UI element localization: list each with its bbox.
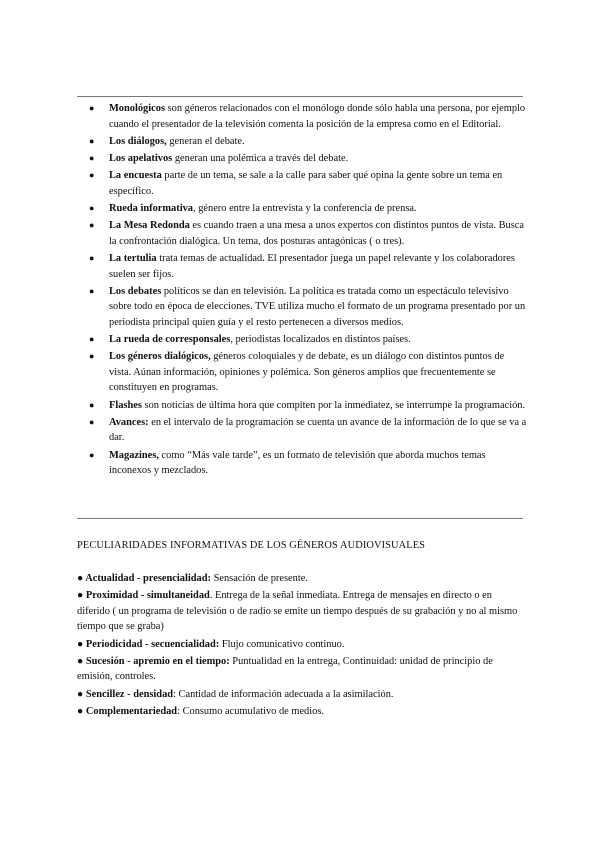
features-list	[77, 571, 527, 721]
genre-bullet-list	[87, 101, 527, 480]
list-item	[87, 398, 527, 414]
list-item	[87, 101, 527, 132]
list-item	[87, 349, 527, 396]
section-divider	[77, 518, 523, 519]
list-item	[87, 218, 527, 249]
bullet-icon: ●	[89, 351, 95, 362]
item-term: La encuesta	[109, 170, 162, 182]
bullet-icon: ●	[89, 449, 95, 460]
feature-item	[77, 654, 527, 685]
feature-term: ● Proximidad - simultaneidad	[77, 590, 210, 602]
feature-term: ● Sencillez - densidad	[77, 688, 174, 700]
bullet-icon: ●	[89, 152, 95, 163]
bullet-icon: ●	[89, 103, 95, 113]
feature-text: Flujo comunicativo continuo.	[219, 638, 345, 650]
item-text: , género entre la entrevista y la conferencia de prensa.	[193, 202, 417, 214]
item-term: Monológicos	[109, 103, 165, 114]
list-item	[87, 134, 527, 150]
item-term: Los géneros dialógicos,	[109, 351, 211, 363]
item-text: como “Más vale tarde”, es un formato de televisión que aborda muchos temas inconexos y mezclados.	[109, 449, 486, 477]
item-text: trata temas de actualidad. El presentador juega un papel relevante y los colaboradores suelen ser fijos.	[109, 252, 515, 280]
item-term: Avances:	[109, 416, 149, 428]
item-text: generan el debate.	[166, 135, 245, 147]
list-item	[87, 415, 527, 446]
feature-item	[77, 687, 527, 703]
feature-item	[77, 571, 527, 587]
feature-term: ● Complementariedad	[77, 705, 178, 717]
section-heading: PECULIARIDADES INFORMATIVAS DE LOS GÉNEROS AUDIOVISUALES	[77, 540, 426, 551]
item-term: Flashes	[109, 399, 142, 411]
item-text: es cuando traen a una mesa a unos expertos con distintos puntos de vista. Busca la confrontación dialógica. Un tema, dos posturas antagónicas ( o tres).	[109, 220, 524, 247]
list-item	[87, 168, 527, 199]
bullet-icon: ●	[89, 135, 95, 146]
bullet-icon: ●	[89, 220, 95, 231]
item-text: , periodistas localizados en distintos países.	[230, 334, 411, 346]
bullet-icon: ●	[89, 334, 95, 345]
feature-term: ● Actualidad - presencialidad:	[77, 573, 211, 584]
bullet-icon: ●	[89, 399, 95, 410]
bullet-icon: ●	[89, 285, 95, 296]
feature-item	[77, 588, 527, 635]
item-term: La Mesa Redonda	[109, 220, 190, 232]
feature-text: Puntualidad en la entrega, Continuidad: unidad de principio de emisión, controles.	[77, 655, 493, 683]
list-item	[87, 201, 527, 217]
list-item	[87, 448, 527, 479]
item-text: en el intervalo de la programación se cuenta un avance de la información de lo que se va a dar.	[109, 416, 527, 444]
feature-text: Sensación de presente.	[210, 573, 308, 584]
feature-text: . Entrega de la señal inmediata. Entrega de mensajes en directo o en diferido ( un programa de televisión o de radio se emite un tiempo después de su grabación y no al mismo tiempo que se graba)	[77, 590, 518, 633]
item-term: Los debates	[109, 285, 162, 297]
item-term: Los diálogos,	[109, 135, 167, 147]
item-text: generan una polémica a través del debate.	[172, 152, 349, 164]
feature-text: : Consumo acumulativo de medios.	[177, 705, 324, 717]
bullet-icon: ●	[89, 202, 95, 213]
item-term: Los apelativos	[109, 152, 173, 164]
feature-term: ● Periodicidad - secuencialidad:	[77, 638, 220, 650]
bullet-icon: ●	[89, 170, 95, 181]
item-text: políticos se dan en televisión. La política es tratada como un espectáculo televisivo sobre todo en época de elecciones. TVE utiliza mucho el formato de un programa presentado por un periodista principal quien guía y el resto pertenecen a diversos medios.	[109, 285, 526, 328]
item-term: Rueda informativa	[109, 202, 193, 214]
bullet-icon: ●	[89, 416, 95, 427]
item-term: La tertulia	[109, 252, 157, 264]
feature-term: ● Sucesión - apremio en el tiempo:	[77, 655, 230, 667]
item-text: son géneros relacionados con el monólogo donde sólo habla una persona, por ejemplo cuando el presentador de la televisión comenta la posición de la empresa como en el Editorial.	[109, 103, 526, 130]
list-item	[87, 284, 527, 331]
feature-item	[77, 637, 527, 653]
top-divider	[77, 96, 523, 97]
item-term: La rueda de corresponsales	[109, 334, 231, 346]
list-item	[87, 332, 527, 348]
bullet-icon: ●	[89, 252, 95, 263]
item-term: Magazines,	[109, 449, 159, 461]
item-text: parte de un tema, se sale a la calle para saber qué opina la gente sobre un tema en específico.	[109, 170, 503, 197]
list-item	[87, 151, 527, 167]
item-text: géneros coloquiales y de debate, es un diálogo con distintos puntos de vista. Aúnan información, opiniones y polémica. Son géneros amplios que frecuentemente se constituyen en programas.	[109, 351, 505, 394]
feature-text: : Cantidad de información adecuada a la asimilación.	[173, 688, 394, 700]
item-text: son noticias de última hora que compiten por la inmediatez, se interrumpe la programación.	[141, 399, 526, 411]
feature-item	[77, 704, 527, 720]
list-item	[87, 251, 527, 282]
